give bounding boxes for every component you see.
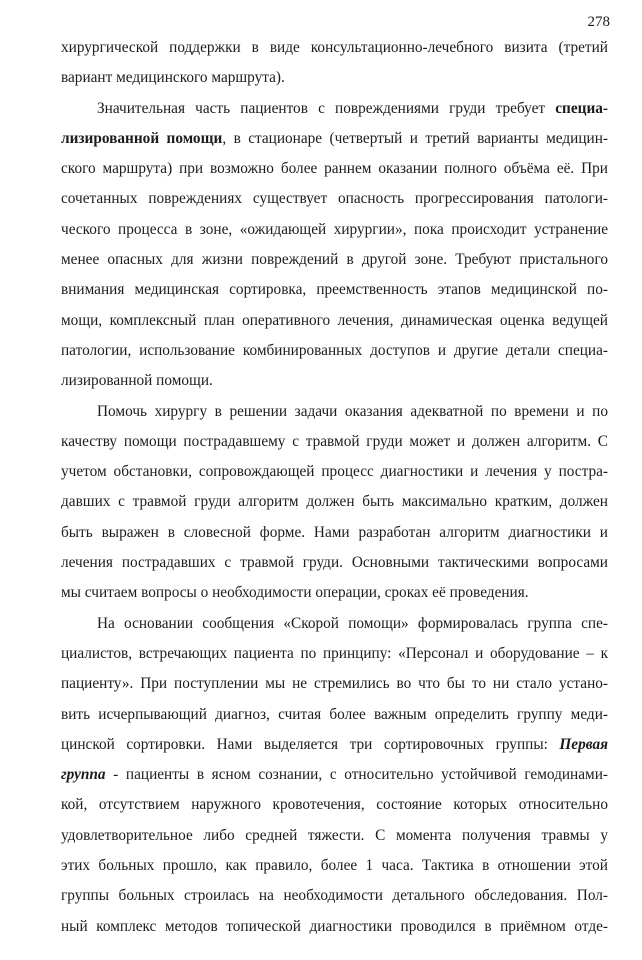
- text-line: менее опасных для жизни повреждений в другой зоне. Требуют пристального: [61, 251, 608, 269]
- text-line: кой, отсутствием наружного кровотечения, состояние которых относительно: [61, 796, 608, 814]
- text-line: удовлетворительное либо средней тяжести. С момента получения травмы у: [61, 826, 608, 844]
- text-line: группы больных строилась на необходимости детального обследования. Пол-: [61, 887, 608, 905]
- text-line: лизированной помощи.: [61, 372, 213, 390]
- text-line: ского маршрута) при возможно более раннем оказании полного объёма её. При: [61, 160, 608, 178]
- text-line: [61, 124, 608, 154]
- text-line: лечения пострадавших с травмой груди. Основными тактическими вопросами: [61, 554, 608, 572]
- text-line: [61, 730, 608, 760]
- text-line: мощи, комплексный план оперативного лечения, динамическая оценка ведущей: [61, 311, 608, 329]
- text-line: мы считаем вопросы о необходимости операции, сроках её проведения.: [61, 584, 529, 602]
- text-line: этих больных прошло, как правило, более 1 часа. Тактика в отношении этой: [61, 857, 608, 875]
- text-line: вариант медицинского маршрута).: [61, 69, 285, 87]
- bold-italic-term: Первая: [559, 735, 608, 753]
- bold-term: специа-: [555, 99, 608, 117]
- paragraph-1: [61, 33, 608, 94]
- page-number: 278: [587, 14, 610, 30]
- text-line: патологии, использование комбинированных доступов и другие детали специа-: [61, 341, 608, 359]
- text-line: пациенту». При поступлении мы не стремились во что бы то ни стало устано-: [61, 675, 608, 693]
- paragraph-3: [61, 397, 608, 609]
- text-run: , в стационаре (четвертый и третий варианты медицин-: [222, 129, 608, 147]
- text-line: вить исчерпывающий диагноз, считая более важным определить группу меди-: [61, 705, 608, 723]
- text-line: ческого процесса в зоне, «ожидающей хирургии», пока происходит устранение: [61, 220, 608, 238]
- text-run: Значительная часть пациентов с повреждениями груди требует: [97, 99, 556, 117]
- text-line: циалистов, встречающих пациента по принципу: «Персонал и оборудование – к: [61, 644, 608, 662]
- text-line: давших с травмой груди алгоритм должен быть максимально кратким, должен: [61, 493, 608, 511]
- text-run: - пациенты в ясном сознании, с относительно устойчивой гемодинами-: [105, 766, 608, 784]
- text-run: цинской сортировки. Нами выделяется три сортировочных группы:: [61, 735, 560, 753]
- text-line: [61, 94, 608, 124]
- body-text: [61, 33, 608, 942]
- text-line: сочетанных повреждениях существует опасность прогрессирования патологи-: [61, 190, 608, 208]
- paragraph-2: [61, 94, 608, 397]
- text-line: хирургической поддержки в виде консультационно-лечебного визита (третий: [61, 39, 608, 56]
- text-line: качеству помощи пострадавшему с травмой груди может и должен алгоритм. С: [61, 432, 608, 450]
- text-line: учетом обстановки, сопровождающей процесс диагностики и лечения у постра-: [61, 463, 608, 481]
- paragraph-4: [61, 609, 608, 942]
- bold-italic-term: группа: [61, 766, 106, 784]
- text-line: [61, 760, 608, 790]
- text-line: внимания медицинская сортировка, преемственность этапов медицинской по-: [61, 281, 608, 299]
- text-line: ный комплекс методов топической диагностики проводился в приёмном отде-: [61, 917, 608, 935]
- text-line: быть выражен в словесной форме. Нами разработан алгоритм диагностики и: [61, 523, 608, 541]
- text-line: Помочь хирургу в решении задачи оказания адекватной по времени и по: [97, 402, 608, 420]
- bold-term: лизированной помощи: [61, 129, 223, 147]
- text-line: На основании сообщения «Скорой помощи» формировалась группа спе-: [97, 614, 608, 632]
